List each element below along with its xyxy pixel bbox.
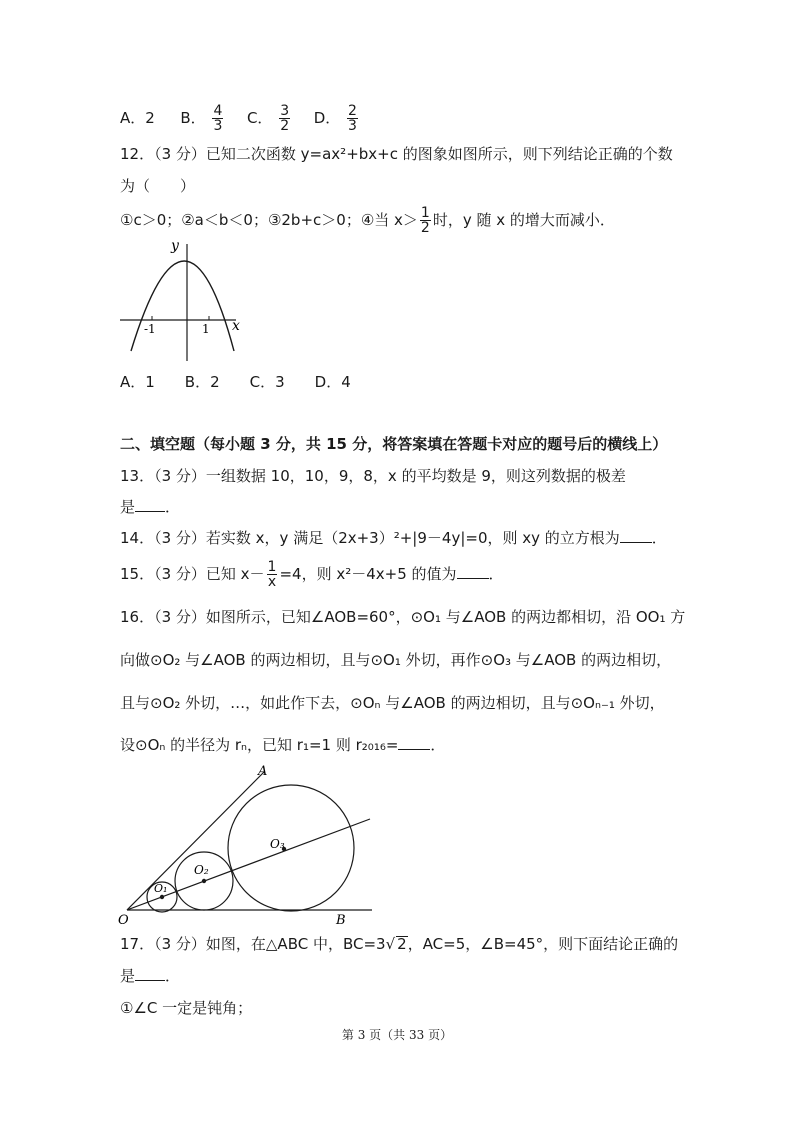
label-b: B (336, 913, 346, 926)
q14-line (120, 528, 667, 548)
x-axis-label: x (232, 318, 240, 334)
q12-half-fraction: $\frac{1}{2}$ (420, 205, 430, 236)
q17-line1-text: 17．（3 分）如图，在△ABC 中，BC=3 (120, 935, 386, 953)
q17-line2 (120, 966, 180, 986)
q16-line1: 16．（3 分）如图所示，已知∠AOB=60°，⊙O₁ 与∠AOB 的两边都相切，沿 OO₁ 方 (120, 608, 686, 626)
q12-statements-text: ①c＞0；②a＜b＜0；③2b+c＞0；④当 x＞ (120, 211, 418, 229)
q17-line2-text: 是 (120, 967, 136, 985)
q12-parabola-graph (118, 236, 258, 366)
q16-line4-end: ． (430, 736, 446, 754)
label-o: O (118, 913, 129, 926)
label-o1: O₁ (154, 882, 168, 895)
q16-line2: 向做⊙O₂ 与∠AOB 的两边相切，且与⊙O₁ 外切，再作⊙O₃ 与∠AOB 的两边相切， (120, 651, 672, 669)
q12-statements-end: 时，y 随 x 的增大而减小． (432, 211, 615, 229)
q16-tangent-circles-figure (118, 762, 378, 926)
q14-end: ． (651, 529, 667, 547)
q11-options (120, 104, 360, 133)
q16-answer-blank (398, 735, 430, 750)
center-o2 (202, 879, 206, 883)
q13-line1: 13．（3 分）一组数据 10，10，9，8，x 的平均数是 9，则这列数据的极差 (120, 467, 626, 485)
q15-line (120, 560, 504, 589)
sqrt-value: 2 (397, 935, 407, 953)
q15-fraction: $\frac{1}{x}$ (267, 559, 277, 590)
q17-statement-1: ①∠C 一定是钝角； (120, 999, 253, 1017)
q15-end: ． (488, 565, 504, 583)
q16-line4 (120, 735, 445, 755)
y-axis-label: y (171, 238, 179, 254)
label-a: A (258, 764, 268, 779)
section2-heading: 二、填空题（每小题 3 分，共 15 分，将答案填在答题卡对应的题号后的横线上） (120, 435, 668, 453)
q14-answer-blank (620, 528, 652, 543)
q11-option-c-fraction: $\frac{3}{2}$ (280, 103, 290, 134)
q13-line2-text: 是 (120, 498, 136, 516)
q17-line1-end: ，AC=5，∠B=45°，则下面结论正确的 (407, 935, 679, 953)
q17-line1 (120, 934, 678, 954)
q12-options: A．1 B．2 C．3 D．4 (120, 373, 351, 391)
q13-line2-end: ． (165, 498, 181, 516)
q17-line2-end: ． (165, 967, 181, 985)
q17-answer-blank (135, 966, 165, 981)
q14-text: 14．（3 分）若实数 x，y 满足（2x+3）²+|9－4y|=0，则 xy 的立方根为 (120, 529, 620, 547)
sqrt-symbol: √ (385, 935, 396, 953)
q15-text-after: =4，则 x²－4x+5 的值为 (279, 565, 457, 583)
label-o2: O₂ (194, 863, 209, 877)
q12-line2: 为（ ） (120, 177, 196, 195)
tick-neg-label: -1 (144, 322, 156, 336)
page-footer: 第 3 页（共 33 页） (341, 1028, 453, 1042)
q12-line1: 12．（3 分）已知二次函数 y=ax²+bx+c 的图象如图所示，则下列结论正确的个数 (120, 145, 673, 163)
q13-line2 (120, 497, 180, 517)
label-o3: O₃ (270, 837, 285, 851)
q16-line4-text: 设⊙Oₙ 的半径为 rₙ，已知 r₁=1 则 r₂₀₁₆= (120, 736, 399, 754)
q11-option-b-label: B． (180, 109, 206, 127)
q11-option-c-label: C． (246, 109, 273, 127)
q15-text: 15．（3 分）已知 x－ (120, 565, 265, 583)
tick-pos-label: 1 (202, 322, 210, 336)
q13-answer-blank (135, 497, 165, 512)
q11-option-b-fraction: $\frac{4}{3}$ (213, 103, 223, 134)
q11-option-a: A．2 (120, 109, 155, 127)
q11-option-d-label: D． (313, 109, 341, 127)
q12-statements (120, 206, 615, 235)
parabola-curve (131, 261, 234, 351)
q11-option-d-fraction: $\frac{2}{3}$ (348, 103, 357, 134)
q16-line3: 且与⊙O₂ 外切，…，如此作下去，⊙Oₙ 与∠AOB 的两边相切，且与⊙Oₙ₋₁ 外切， (120, 694, 665, 712)
q15-answer-blank (457, 564, 489, 579)
center-o1 (160, 895, 164, 899)
